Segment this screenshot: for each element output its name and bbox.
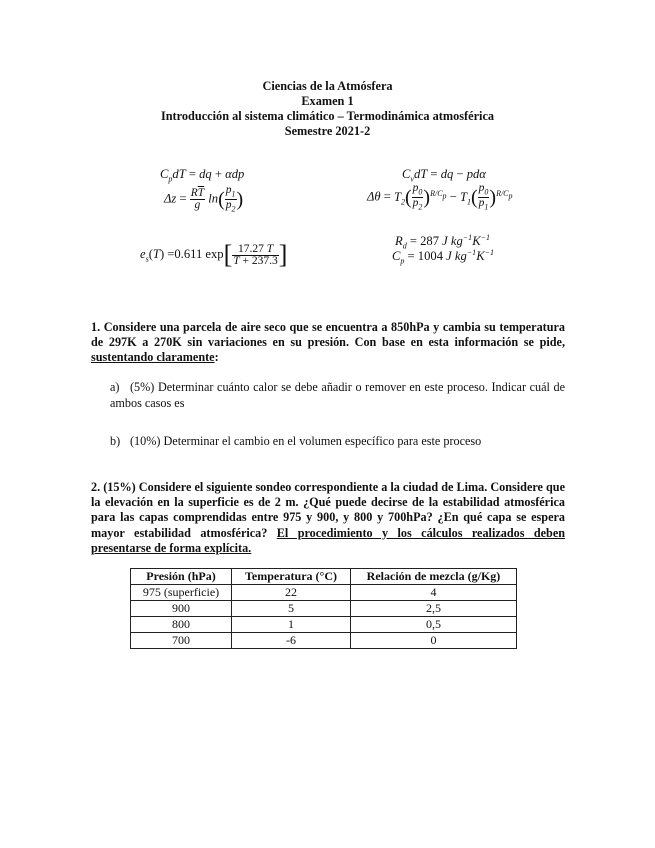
question-2: 2. (15%) Considere el siguiente sondeo correspondiente a la ciudad de Lima. Considere que la elevación en la superficie es de 2 m. ¿Qué puede decirse de la estabilidad atmosférica para las capas comprendidas entre 975 y 900, y 800 y 700hPa? ¿En qué capa se espera mayor estabilidad atmosférica? El procedimiento y los cálculos realizados deben presentarse de forma explícita. xyxy=(91,480,566,555)
table-row xyxy=(131,585,517,601)
table-row xyxy=(131,633,517,649)
table-cell: 1 xyxy=(232,617,351,633)
table-cell: 5 xyxy=(232,601,351,617)
table-header-row xyxy=(131,569,517,585)
question-2-emphasis: El procedimiento y los cálculos realizados deben presentarse de forma explícita. xyxy=(91,525,566,555)
equation-hypsometric: Δz = $\frac{R\overline{T}}{g}$ ln( $\frac{p_1}{p_2}$ ) xyxy=(164,184,244,214)
table-cell: 22 xyxy=(232,585,351,601)
equation-rd: $R_d = 287$ J $kg^{-1}K^{-1}$ xyxy=(395,233,490,251)
sounding-table xyxy=(130,568,517,649)
equation-potential-temperature: $\Delta\theta = T_2$( $\frac{p_0}{p_2}$ )$^{R/C_p} - T_1$( $\frac{p_0}{p_1}$ )$^{R/C_p}$ xyxy=(367,182,513,212)
equation-saturation-vapor-pressure: $e_s(T) =0.611$ exp[ $\frac{17.27 T}{T + 237.3}$ ] xyxy=(140,240,288,269)
table-cell: 975 (superficie) xyxy=(131,585,232,601)
table-header-temperature: Temperatura (°C) xyxy=(232,569,351,585)
table-cell: 4 xyxy=(351,585,517,601)
question-1b: b) (10%) Determinar el cambio en el volumen específico para este proceso xyxy=(110,434,482,448)
table-cell: -6 xyxy=(232,633,351,649)
table-cell: 0,5 xyxy=(351,617,517,633)
header-line-2: Examen 1 xyxy=(301,94,354,108)
table-cell: 800 xyxy=(131,617,232,633)
header-line-4: Semestre 2021-2 xyxy=(284,124,371,138)
question-1a: a) (5%) Determinar cuánto calor se debe añadir o remover en este proceso. Indicar cuál de ambos casos es xyxy=(110,380,565,410)
question-1-emphasis: sustentando claramente xyxy=(91,350,215,365)
table-header-mixing-ratio: Relación de mezcla (g/Kg) xyxy=(351,569,517,585)
header-line-1: Ciencias de la Atmósfera xyxy=(262,79,393,93)
question-1: 1. Considere una parcela de aire seco que se encuentra a 850hPa y cambia su temperatura de 297K a 270K sin variaciones en su presión. Con base en esta información se pide, sustentando claramente: xyxy=(91,320,566,365)
table-header-pressure: Presión (hPa) xyxy=(131,569,232,585)
table-row xyxy=(131,601,517,617)
table-cell: 700 xyxy=(131,633,232,649)
table-cell: 900 xyxy=(131,601,232,617)
header-line-3: Introducción al sistema climático – Termodinámica atmosférica xyxy=(160,109,495,123)
equation-cp-dt: $C_pdT$ = dq + αdp xyxy=(160,167,245,184)
table-row xyxy=(131,617,517,633)
table-cell: 0 xyxy=(351,633,517,649)
table-cell: 2,5 xyxy=(351,601,517,617)
equation-cv-dt: $C_vdT$ = dq − pdα xyxy=(402,167,486,184)
equation-cp-value: $C_p = 1004$ J $kg^{-1}K^{-1}$ xyxy=(392,248,494,266)
